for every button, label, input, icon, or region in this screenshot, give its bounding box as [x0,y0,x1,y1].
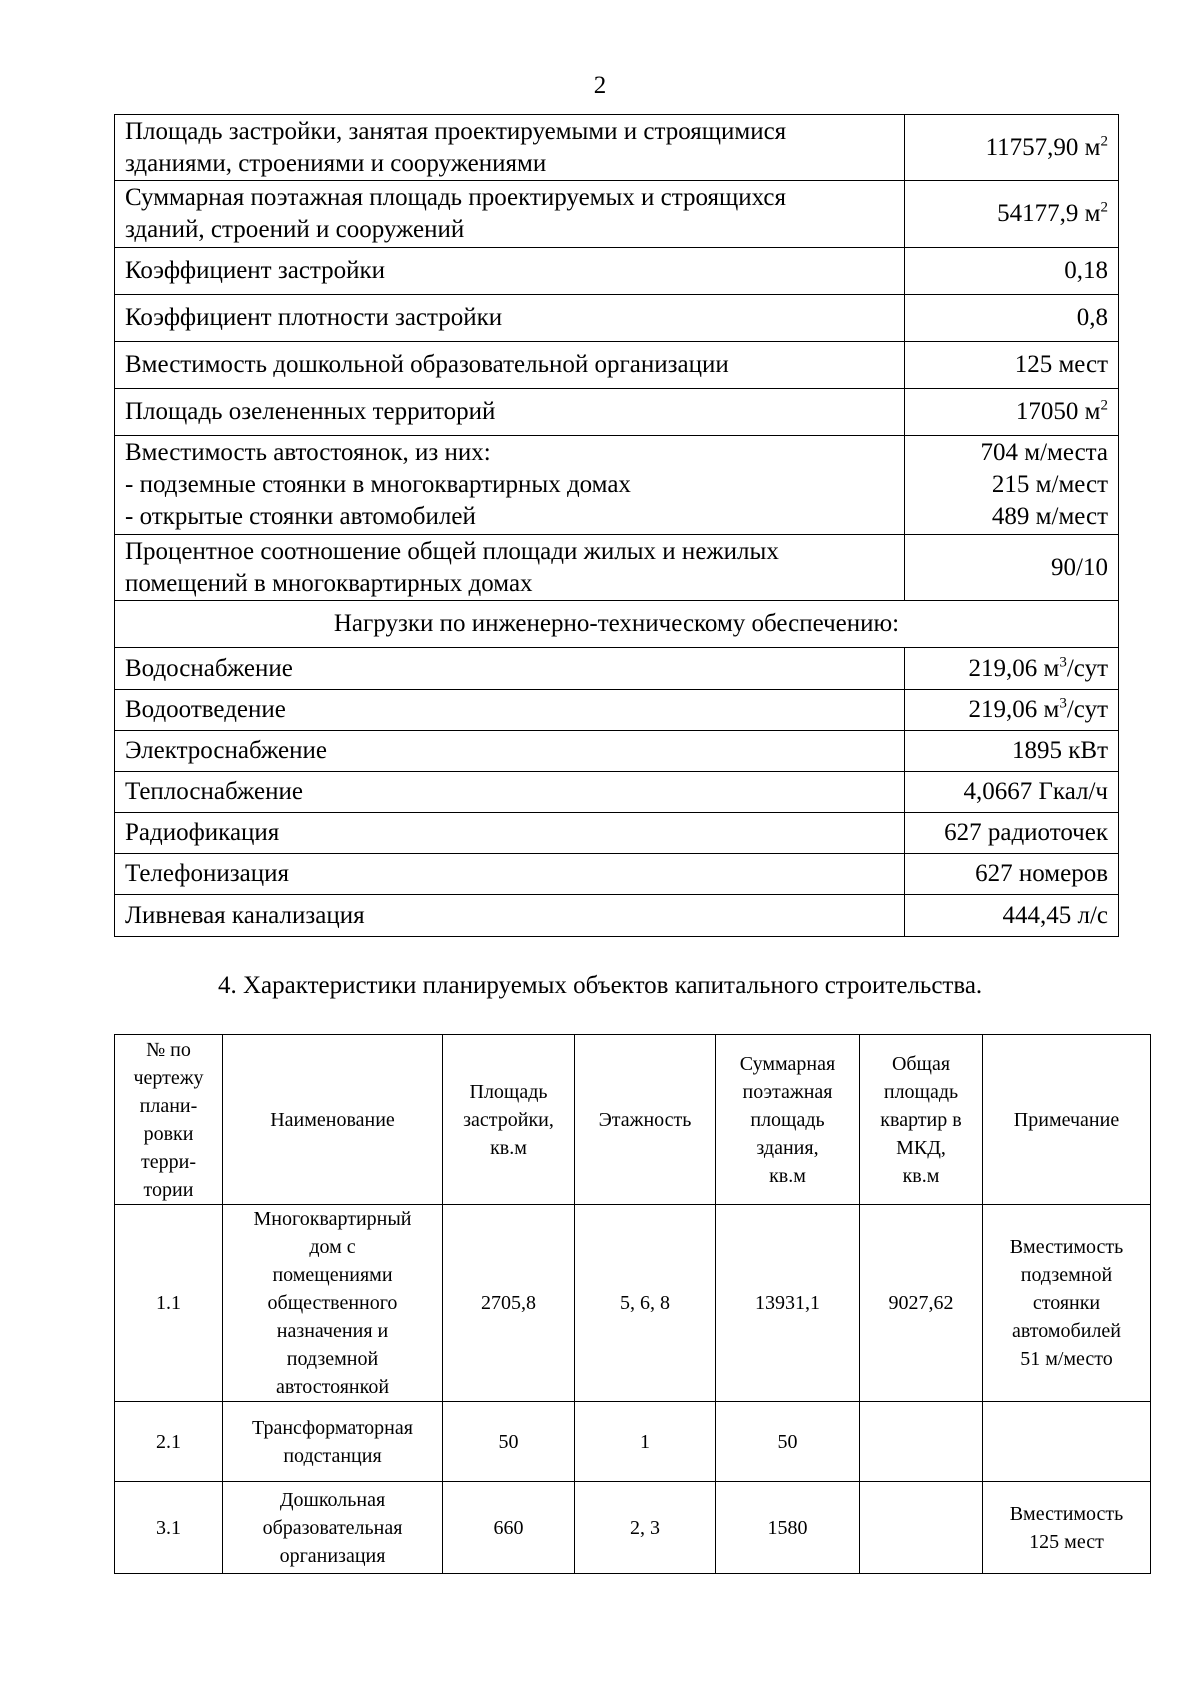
page-number: 2 [593,72,607,99]
param-value [905,115,1119,181]
param-label [115,115,905,181]
param-value-superscript: 3 [1059,695,1067,712]
table-row [115,436,1119,535]
header-line: застройки, [463,1108,554,1131]
param-label: Телефонизация [115,854,905,895]
param-value-suffix: /сут [1066,654,1108,682]
cell-line: Трансформаторная [252,1416,413,1439]
table-row [115,854,1119,895]
param-label-line: помещений в многоквартирных домах [125,569,533,597]
cell-line: стоянки [1032,1292,1101,1314]
param-label-line: Вместимость автостоянок, из них: [125,439,491,466]
param-value [905,389,1119,436]
cell-note [983,1482,1151,1574]
column-header-total-area [716,1035,860,1205]
cell-line: Дошкольная [279,1488,386,1511]
header-line: кв.м [490,1136,527,1159]
param-value: 0,8 [905,295,1119,342]
cell-name [223,1482,443,1574]
table-header-row [115,1035,1151,1205]
cell-line: 125 мест [1029,1530,1104,1553]
header-line: кв.м [902,1164,940,1187]
param-label-line: зданиями, строениями и сооружениями [125,149,547,177]
table-row [115,248,1119,295]
param-label: Водоотведение [115,690,905,731]
param-label [115,535,905,601]
param-label: Радиофикация [115,813,905,854]
header-line: квартир в [880,1108,962,1131]
param-value-superscript: 3 [1059,654,1067,671]
cell-total-area: 13931,1 [716,1205,860,1402]
param-value-text: 54177,9 м [997,200,1101,227]
header-line: № по [146,1038,191,1061]
table-row [115,115,1119,181]
header-line: чертежу [133,1066,204,1089]
header-line: МКД, [896,1136,946,1159]
table-row [115,731,1119,772]
table-row [115,813,1119,854]
table-row [115,535,1119,601]
objects-table [114,1034,1151,1574]
cell-name [223,1205,443,1402]
param-value-superscript: 2 [1100,397,1108,414]
cell-line: назначения и [276,1320,389,1342]
param-value [905,436,1119,535]
param-label: Площадь озелененных территорий [115,389,905,436]
cell-line: 51 м/место [1020,1348,1113,1370]
param-value: 125 мест [905,342,1119,389]
header-line: здания, [756,1136,819,1159]
param-value-line: 489 м/мест [991,503,1108,530]
param-value [905,690,1119,731]
param-label [115,181,905,248]
header-line: Этажность [598,1108,692,1131]
header-line: поэтажная [742,1080,833,1103]
cell-note [983,1402,1151,1482]
param-value-superscript: 2 [1100,199,1108,216]
param-value-text: 219,06 м [968,696,1060,723]
header-line: тории [143,1178,194,1201]
header-line: ровки [143,1122,194,1145]
cell-area: 2705,8 [443,1205,575,1402]
cell-line: автостоянкой [275,1376,390,1398]
param-value: 90/10 [905,535,1119,601]
cell-line: организация [279,1544,386,1567]
column-header-apartments-area [860,1035,983,1205]
section-title: 4. Характеристики планируемых объектов капитального строительства. [218,972,983,999]
cell-note [983,1205,1151,1402]
cell-line: подстанция [283,1444,382,1467]
cell-area: 50 [443,1402,575,1482]
param-value: 4,0667 Гкал/ч [905,772,1119,813]
table-row [115,342,1119,389]
table-row [115,648,1119,690]
param-label: Ливневая канализация [115,895,905,937]
cell-floors: 1 [575,1402,716,1482]
table-row [115,389,1119,436]
param-value: 444,45 л/с [905,895,1119,937]
cell-line: подземной [286,1348,379,1370]
column-header-name [223,1035,443,1205]
cell-line: общественного [267,1292,398,1314]
cell-line: Вместимость [1009,1502,1124,1525]
header-line: площадь [883,1080,959,1103]
param-label: Теплоснабжение [115,772,905,813]
param-label: Вместимость дошкольной образовательной организации [115,342,905,389]
cell-total-area: 50 [716,1402,860,1482]
param-label-line: Процентное соотношение общей площади жилых и нежилых [125,537,779,565]
param-label-line: зданий, строений и сооружений [125,216,465,243]
cell-line: Многоквартирный [253,1208,412,1230]
param-value: 1895 кВт [905,731,1119,772]
table-row [115,181,1119,248]
param-value-suffix: /сут [1066,696,1108,723]
header-line: Наименование [270,1108,395,1131]
cell-apartments-area: 9027,62 [860,1205,983,1402]
parameters-table [114,114,1119,937]
param-label [115,436,905,535]
param-label-line: Площадь застройки, занятая проектируемыми и строящимися [125,117,787,145]
param-label-line: - подземные стоянки в многоквартирных домах [125,471,631,498]
cell-line: Вместимость [1009,1236,1124,1258]
param-value-line: 704 м/места [980,439,1108,466]
param-value [905,648,1119,690]
param-value-text: 17050 м [1015,398,1101,425]
cell-line: автомобилей [1011,1320,1121,1342]
header-line: площадь [750,1108,825,1131]
header-line: кв.м [769,1164,806,1187]
param-label-line: Суммарная поэтажная площадь проектируемых и строящихся [125,184,787,211]
param-label: Коэффициент застройки [115,248,905,295]
table-row [115,772,1119,813]
cell-name [223,1402,443,1482]
table-row [115,601,1119,648]
header-line: Суммарная [739,1052,836,1075]
header-line: плани- [139,1094,198,1117]
param-label: Коэффициент плотности застройки [115,295,905,342]
param-value: 0,18 [905,248,1119,295]
param-label: Водоснабжение [115,648,905,690]
cell-line: подземной [1020,1264,1113,1286]
cell-line: дом с [309,1236,356,1258]
param-label: Электроснабжение [115,731,905,772]
header-line: терри- [141,1150,196,1173]
cell-apartments-area [860,1402,983,1482]
header-line: Площадь [469,1080,548,1103]
param-value-superscript: 2 [1100,133,1108,150]
param-value-text: 219,06 м [968,654,1060,682]
param-value-line: 215 м/мест [991,471,1108,498]
param-value-text: 11757,90 м [985,133,1101,161]
cell-number: 1.1 [115,1205,223,1402]
table-row [115,295,1119,342]
header-line: Общая [891,1052,951,1075]
column-header-number [115,1035,223,1205]
table-row [115,1402,1151,1482]
param-value [905,181,1119,248]
column-header-floors [575,1035,716,1205]
cell-total-area: 1580 [716,1482,860,1574]
cell-apartments-area [860,1482,983,1574]
cell-line: образовательная [262,1516,403,1539]
table-row [115,895,1119,937]
cell-number: 2.1 [115,1402,223,1482]
param-value: 627 номеров [905,854,1119,895]
table-row [115,1205,1151,1402]
param-value: 627 радиоточек [905,813,1119,854]
cell-line: помещениями [272,1264,393,1286]
cell-floors: 5, 6, 8 [575,1205,716,1402]
cell-number: 3.1 [115,1482,223,1574]
table-row [115,690,1119,731]
column-header-note [983,1035,1151,1205]
engineering-section-header: Нагрузки по инженерно-техническому обеспечению: [115,601,1119,648]
header-line: Примечание [1013,1108,1120,1131]
column-header-area [443,1035,575,1205]
cell-area: 660 [443,1482,575,1574]
param-label-line: - открытые стоянки автомобилей [125,503,476,530]
cell-floors: 2, 3 [575,1482,716,1574]
table-row [115,1482,1151,1574]
